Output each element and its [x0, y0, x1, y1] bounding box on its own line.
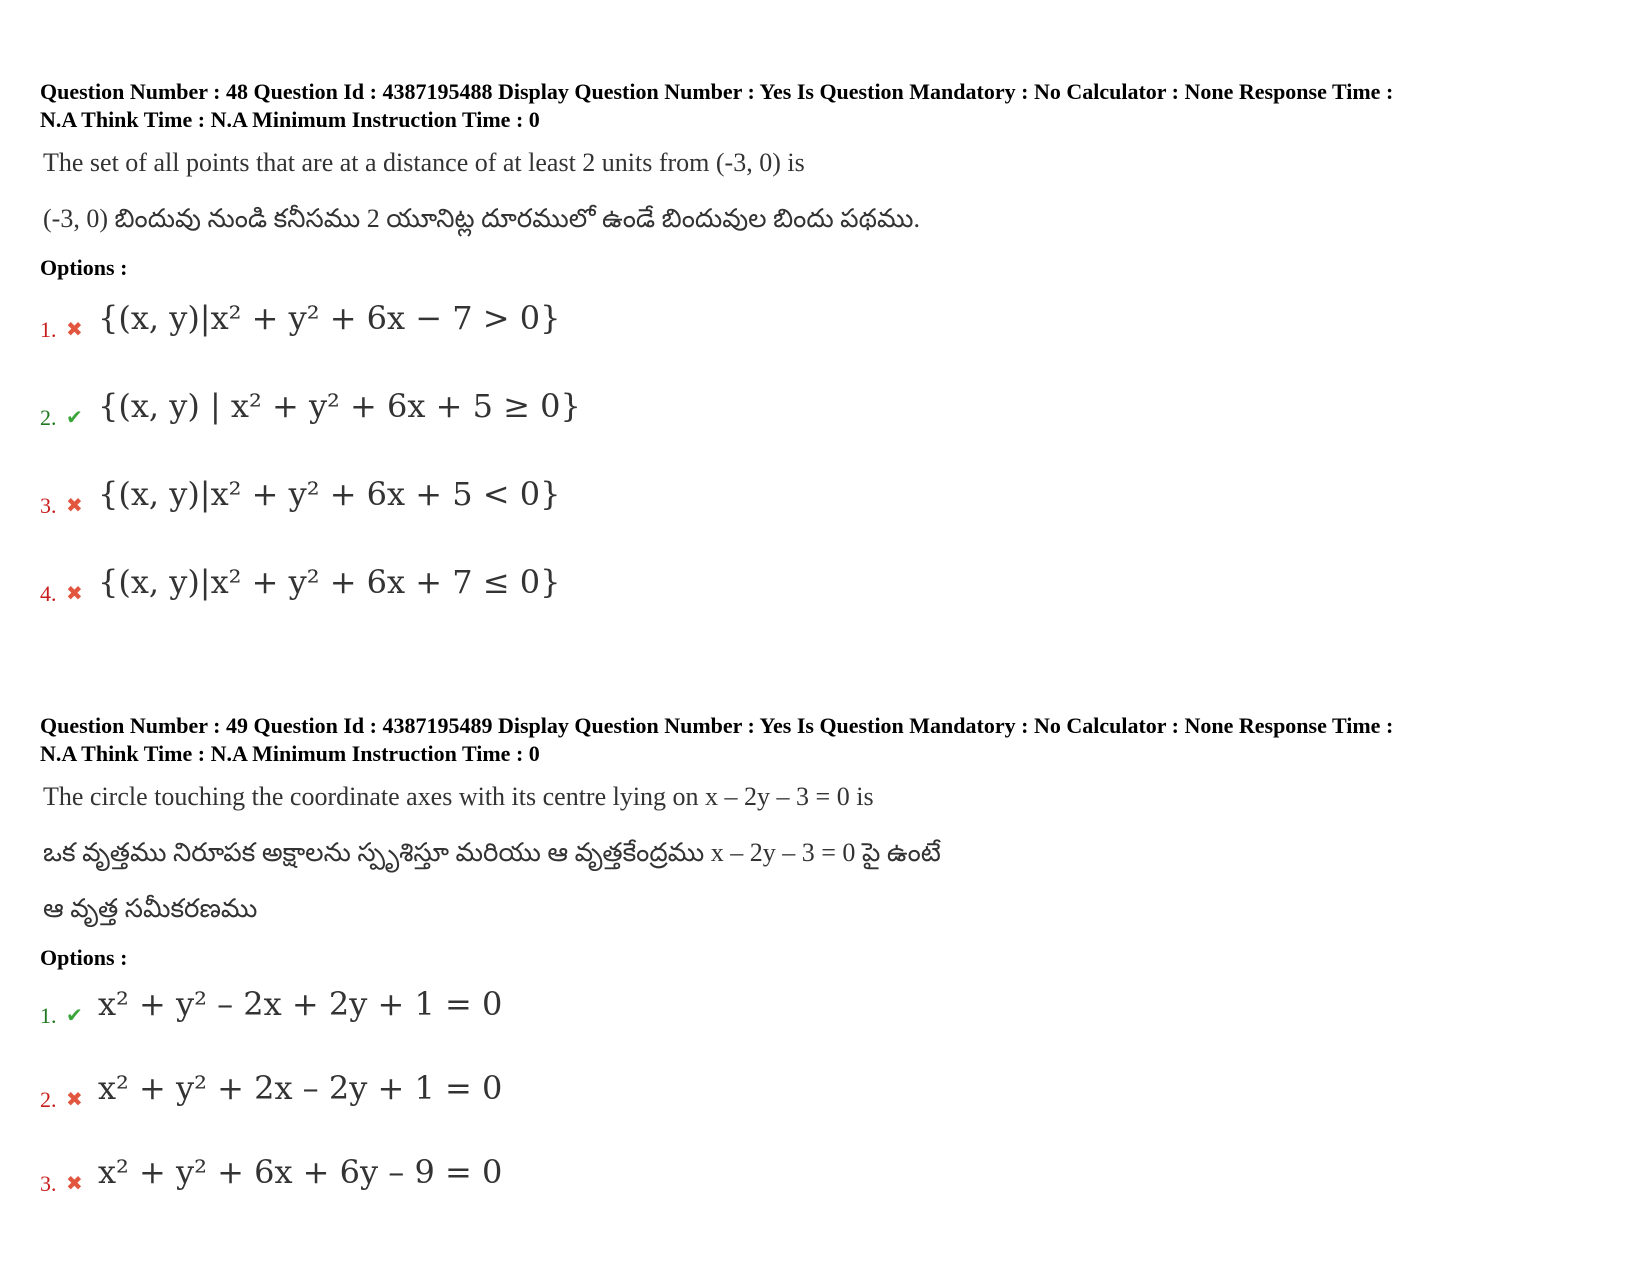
- option-number: 2.: [40, 1087, 57, 1112]
- question-48: [40, 78, 1620, 634]
- question-meta-line2: N.A Think Time : N.A Minimum Instruction Time : 0: [40, 741, 540, 766]
- cross-icon: ✖: [66, 583, 83, 605]
- options-list: [40, 282, 1620, 634]
- cross-icon: ✖: [66, 319, 83, 341]
- cross-icon: ✖: [66, 1089, 83, 1111]
- question-text-telugu: (-3, 0) బిందువు నుండి కనీసము 2 యూనిట్ల దూరములో ఉండే బిందువుల బిందు పథము.: [43, 204, 921, 233]
- option-number: 1.: [40, 1003, 57, 1028]
- option-3: [40, 458, 1620, 546]
- question-meta-line1: Question Number : 48 Question Id : 4387195488 Display Question Number : Yes Is Question Mandatory : No Calculator : None Response Time :: [40, 79, 1394, 104]
- option-number: 3.: [40, 493, 57, 518]
- question-meta-line1: Question Number : 49 Question Id : 4387195489 Display Question Number : Yes Is Question Mandatory : No Calculator : None Response Time :: [40, 713, 1394, 738]
- option-number: 1.: [40, 317, 57, 342]
- question-meta: [40, 712, 1620, 768]
- question-text-english: The set of all points that are at a distance of at least 2 units from (-3, 0) is: [43, 148, 805, 177]
- option-number: 2.: [40, 405, 57, 430]
- question-meta-line2: N.A Think Time : N.A Minimum Instruction Time : 0: [40, 107, 540, 132]
- cross-icon: ✖: [66, 1173, 83, 1195]
- question-meta: [40, 78, 1620, 134]
- question-text-telugu: ఒక వృత్తము నిరూపక అక్షాలను స్పృశిస్తూ మరియు ఆ వృత్తకేంద్రము x – 2y – 3 = 0 పై ఉంటే: [43, 838, 941, 867]
- cross-icon: ✖: [66, 495, 83, 517]
- option-formula: x² + y² + 2x – 2y + 1 = 0: [98, 1069, 503, 1107]
- options-list: [40, 972, 1620, 1224]
- option-2: [40, 1056, 1620, 1140]
- option-formula: {(x, y)|x² + y² + 6x + 7 ≤ 0}: [98, 563, 561, 601]
- option-number: 4.: [40, 581, 57, 606]
- option-1: [40, 972, 1620, 1056]
- question-text-telugu-line2: ఆ వృత్త సమీకరణము: [43, 894, 258, 923]
- option-formula: {(x, y)|x² + y² + 6x + 5 < 0}: [98, 475, 561, 513]
- options-label: Options :: [40, 945, 128, 970]
- option-1: [40, 282, 1620, 370]
- option-formula: {(x, y)|x² + y² + 6x − 7 > 0}: [98, 299, 561, 337]
- check-icon: ✔: [66, 407, 83, 429]
- option-formula: x² + y² – 2x + 2y + 1 = 0: [98, 985, 503, 1023]
- option-formula: {(x, y) | x² + y² + 6x + 5 ≥ 0}: [98, 387, 581, 425]
- option-formula: x² + y² + 6x + 6y – 9 = 0: [98, 1153, 503, 1191]
- options-label: Options :: [40, 255, 128, 280]
- option-number: 3.: [40, 1171, 57, 1196]
- check-icon: ✔: [66, 1005, 83, 1027]
- question-49: [40, 712, 1620, 1224]
- option-4: [40, 546, 1620, 634]
- option-3: [40, 1140, 1620, 1224]
- question-text-english: The circle touching the coordinate axes with its centre lying on x – 2y – 3 = 0 is: [43, 782, 874, 811]
- option-2: [40, 370, 1620, 458]
